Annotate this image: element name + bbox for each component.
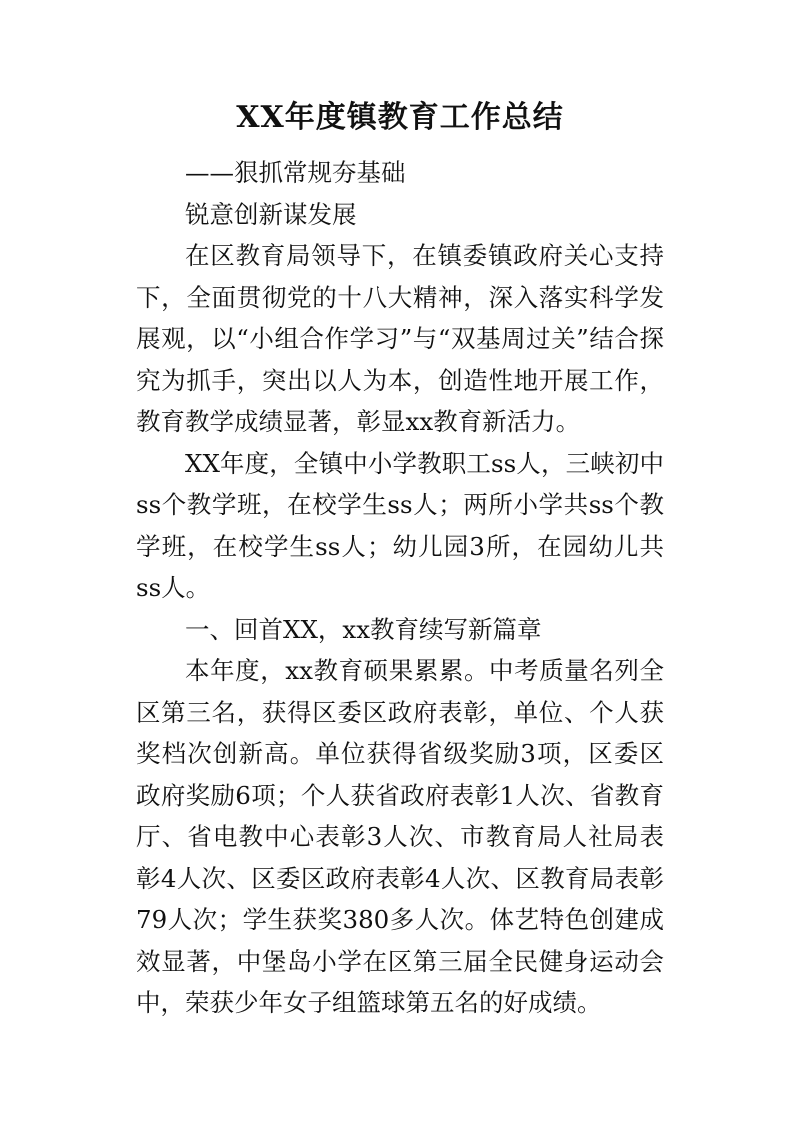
document-title: XX年度镇教育工作总结	[236, 100, 564, 135]
document-body	[136, 152, 664, 1024]
paragraph-statistics: XX年度，全镇中小学教职工ss人，三峡初中ss个教学班，在校学生ss人；两所小学共ss个教学班，在校学生ss人；幼儿园3所，在园幼儿共ss人。	[136, 448, 664, 602]
subtitle-line-2: 锐意创新谋发展	[185, 199, 357, 229]
paragraph-intro: 在区教育局领导下，在镇委镇政府关心支持下，全面贯彻党的十八大精神，深入落实科学发展观，以“小组合作学习”与“双基周过关”结合探究为抓手，突出以人为本，创造性地开展工作，教育教学成绩显著，彰显xx教育新活力。	[136, 241, 664, 436]
subtitle-line-1: ——狠抓常规夯基础	[185, 158, 406, 187]
paragraph-achievements: 本年度，xx教育硕果累累。中考质量名列全区第三名，获得区委区政府表彰，单位、个人获奖档次创新高。单位获得省级奖励3项，区委区政府奖励6项；个人获省政府表彰1人次、省教育厅、省电教中心表彰3人次、市教育局人社局表彰4人次、区委区政府表彰4人次、区教育局表彰79人次；学生获奖380多人次。体艺特色创建成效显著，中堡岛小学在区第三届全民健身运动会中，荣获少年女子组篮球第五名的好成绩。	[136, 656, 664, 1017]
section-heading-1: 一、回首XX，xx教育续写新篇章	[185, 614, 542, 644]
